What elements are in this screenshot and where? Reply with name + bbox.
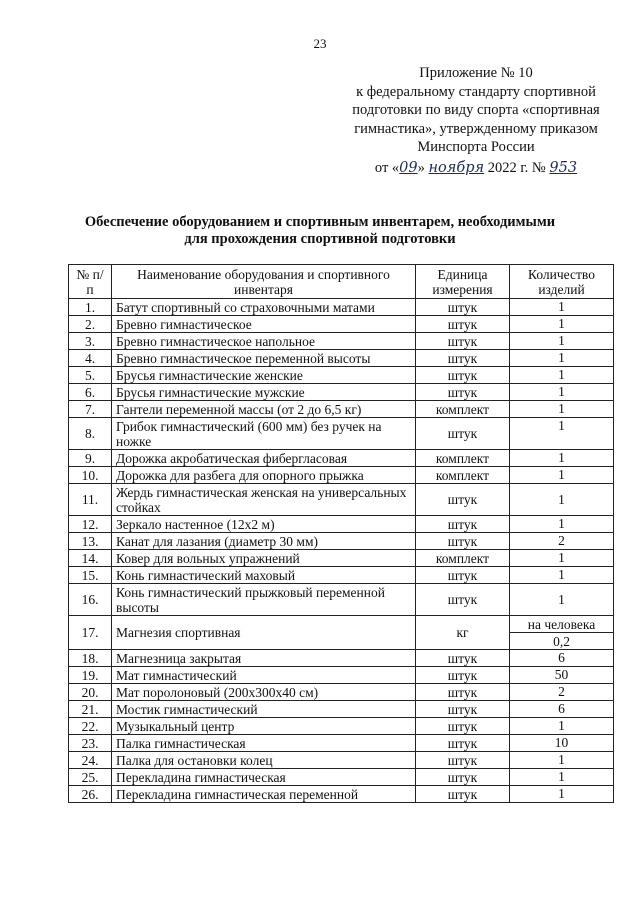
table-row	[69, 450, 614, 467]
table-row	[69, 350, 614, 367]
row-qty: 1	[510, 567, 614, 584]
handwritten-month: ноября	[428, 159, 485, 176]
row-qty: 6	[510, 701, 614, 718]
appendix-block	[340, 64, 612, 177]
row-number: 14.	[69, 550, 112, 567]
table-row	[69, 650, 614, 667]
table-row	[69, 550, 614, 567]
table-row	[69, 684, 614, 701]
row-unit: штук	[416, 684, 510, 701]
table-row	[69, 769, 614, 786]
appendix-line: гимнастика», утвержденному приказом	[354, 120, 598, 137]
header-unit: Единица измерения	[416, 265, 510, 299]
row-number: 10.	[69, 467, 112, 484]
row-number: 3.	[69, 333, 112, 350]
row-item-name: Ковер для вольных упражнений	[112, 550, 416, 567]
row-number: 24.	[69, 752, 112, 769]
table-row	[69, 401, 614, 418]
row-qty: 1	[510, 350, 614, 367]
row-unit: штук	[416, 350, 510, 367]
row-qty: 1	[510, 418, 614, 450]
row-unit: штук	[416, 384, 510, 401]
table-row	[69, 667, 614, 684]
row-number: 9.	[69, 450, 112, 467]
table-row	[69, 299, 614, 316]
row-number: 11.	[69, 484, 112, 516]
table-row	[69, 384, 614, 401]
row-unit: штук	[416, 718, 510, 735]
row-qty: 1	[510, 484, 614, 516]
table-row	[69, 316, 614, 333]
row-number: 20.	[69, 684, 112, 701]
row-qty: 50	[510, 667, 614, 684]
row-item-name: Бревно гимнастическое напольное	[112, 333, 416, 350]
date-prefix: от «	[374, 159, 400, 176]
handwritten-order-number: 953	[549, 159, 578, 176]
row-number: 5.	[69, 367, 112, 384]
table-row	[69, 567, 614, 584]
row-number: 17.	[69, 616, 112, 650]
row-item-name: Канат для лазания (диаметр 30 мм)	[112, 533, 416, 550]
title-line: для прохождения спортивной подготовки	[184, 231, 456, 247]
row-item-name: Брусья гимнастические мужские	[112, 384, 416, 401]
row-number: 25.	[69, 769, 112, 786]
row-unit: комплект	[416, 467, 510, 484]
row-unit: штук	[416, 567, 510, 584]
row-qty: 10	[510, 735, 614, 752]
row-item-name: Дорожка для разбега для опорного прыжка	[112, 467, 416, 484]
row-qty: 1	[510, 786, 614, 803]
row-number: 2.	[69, 316, 112, 333]
row-unit: штук	[416, 533, 510, 550]
row-unit: штук	[416, 769, 510, 786]
row-qty: 1	[510, 752, 614, 769]
row-unit: штук	[416, 418, 510, 450]
row-unit: штук	[416, 735, 510, 752]
row-item-name: Магнезница закрытая	[112, 650, 416, 667]
row-item-name: Магнезия спортивная	[112, 616, 416, 650]
row-item-name: Палка гимнастическая	[112, 735, 416, 752]
row-unit: штук	[416, 299, 510, 316]
handwritten-day: 09	[399, 159, 418, 176]
title-line: Обеспечение оборудованием и спортивным инвентарем, необходимыми	[84, 214, 556, 230]
row-item-name: Перекладина гимнастическая	[112, 769, 416, 786]
row-unit: комплект	[416, 401, 510, 418]
table-row	[69, 735, 614, 752]
table-row	[69, 533, 614, 550]
row-number: 23.	[69, 735, 112, 752]
row-number: 8.	[69, 418, 112, 450]
page-number: 23	[313, 36, 327, 51]
date-year: 2022 г. №	[484, 159, 550, 176]
row-qty: 2	[510, 684, 614, 701]
table-row	[69, 718, 614, 735]
table-row	[69, 333, 614, 350]
row-qty: 1	[510, 718, 614, 735]
row-qty: 1	[510, 384, 614, 401]
table-row	[69, 701, 614, 718]
row-item-name: Конь гимнастический маховый	[112, 567, 416, 584]
document-title	[40, 214, 600, 248]
row-unit: штук	[416, 584, 510, 616]
table-header-row	[69, 265, 614, 299]
row-qty: 1	[510, 450, 614, 467]
row-qty: 2	[510, 533, 614, 550]
row-unit: комплект	[416, 550, 510, 567]
row-item-name: Мат поролоновый (200x300x40 см)	[112, 684, 416, 701]
row-number: 15.	[69, 567, 112, 584]
row-item-name: Грибок гимнастический (600 мм) без ручек на ножке	[112, 418, 416, 450]
row-number: 6.	[69, 384, 112, 401]
table-row	[69, 418, 614, 450]
row-unit: штук	[416, 333, 510, 350]
row-qty: 0,2	[510, 633, 614, 650]
order-date-line	[340, 159, 612, 178]
row-number: 1.	[69, 299, 112, 316]
row-unit: комплект	[416, 450, 510, 467]
row-unit: штук	[416, 316, 510, 333]
row-qty: 6	[510, 650, 614, 667]
row-unit: штук	[416, 484, 510, 516]
row-number: 19.	[69, 667, 112, 684]
table-row	[69, 467, 614, 484]
date-mid: »	[417, 159, 429, 176]
row-item-name: Дорожка акробатическая фибергласовая	[112, 450, 416, 467]
row-item-name: Конь гимнастический прыжковый переменной высоты	[112, 584, 416, 616]
row-qty: 1	[510, 467, 614, 484]
row-item-name: Музыкальный центр	[112, 718, 416, 735]
row-item-name: Зеркало настенное (12x2 м)	[112, 516, 416, 533]
row-qty: 1	[510, 584, 614, 616]
row-qty: 1	[510, 550, 614, 567]
row-unit: штук	[416, 667, 510, 684]
row-item-name: Перекладина гимнастическая переменной	[112, 786, 416, 803]
row-number: 12.	[69, 516, 112, 533]
appendix-line: Приложение № 10	[419, 65, 533, 81]
row-number: 18.	[69, 650, 112, 667]
table-row	[69, 367, 614, 384]
row-number: 21.	[69, 701, 112, 718]
row-item-name: Палка для остановки колец	[112, 752, 416, 769]
row-item-name: Брусья гимнастические женские	[112, 367, 416, 384]
row-number: 4.	[69, 350, 112, 367]
table-row	[69, 752, 614, 769]
header-qty: Количество изделий	[510, 265, 614, 299]
row-qty: 1	[510, 333, 614, 350]
row-unit: штук	[416, 786, 510, 803]
table-row	[69, 584, 614, 616]
row-qty: 1	[510, 516, 614, 533]
appendix-line: подготовки по виду спорта «спортивная	[352, 102, 600, 118]
table-row	[69, 484, 614, 516]
header-num: № п/п	[69, 265, 112, 299]
row-qty-label: на человека	[510, 616, 614, 633]
row-number: 7.	[69, 401, 112, 418]
row-unit: штук	[416, 516, 510, 533]
appendix-line: Минспорта России	[417, 139, 535, 155]
row-number: 16.	[69, 584, 112, 616]
row-item-name: Мат гимнастический	[112, 667, 416, 684]
appendix-line: к федеральному стандарту спортивной	[356, 83, 596, 100]
row-unit: штук	[416, 650, 510, 667]
row-unit: кг	[416, 616, 510, 650]
row-qty: 1	[510, 769, 614, 786]
table-row	[69, 616, 614, 633]
row-unit: штук	[416, 752, 510, 769]
row-item-name: Жердь гимнастическая женская на универсальных стойках	[112, 484, 416, 516]
row-item-name: Бревно гимнастическое	[112, 316, 416, 333]
table-row	[69, 786, 614, 803]
row-item-name: Мостик гимнастический	[112, 701, 416, 718]
row-item-name: Батут спортивный со страховочными матами	[112, 299, 416, 316]
row-item-name: Гантели переменной массы (от 2 до 6,5 кг)	[112, 401, 416, 418]
row-number: 22.	[69, 718, 112, 735]
header-name: Наименование оборудования и спортивного инвентаря	[112, 265, 416, 299]
row-qty: 1	[510, 316, 614, 333]
row-number: 13.	[69, 533, 112, 550]
equipment-table	[68, 264, 614, 803]
row-unit: штук	[416, 701, 510, 718]
row-unit: штук	[416, 367, 510, 384]
row-qty: 1	[510, 401, 614, 418]
row-number: 26.	[69, 786, 112, 803]
row-qty: 1	[510, 367, 614, 384]
table-row	[69, 516, 614, 533]
row-qty: 1	[510, 299, 614, 316]
row-item-name: Бревно гимнастическое переменной высоты	[112, 350, 416, 367]
